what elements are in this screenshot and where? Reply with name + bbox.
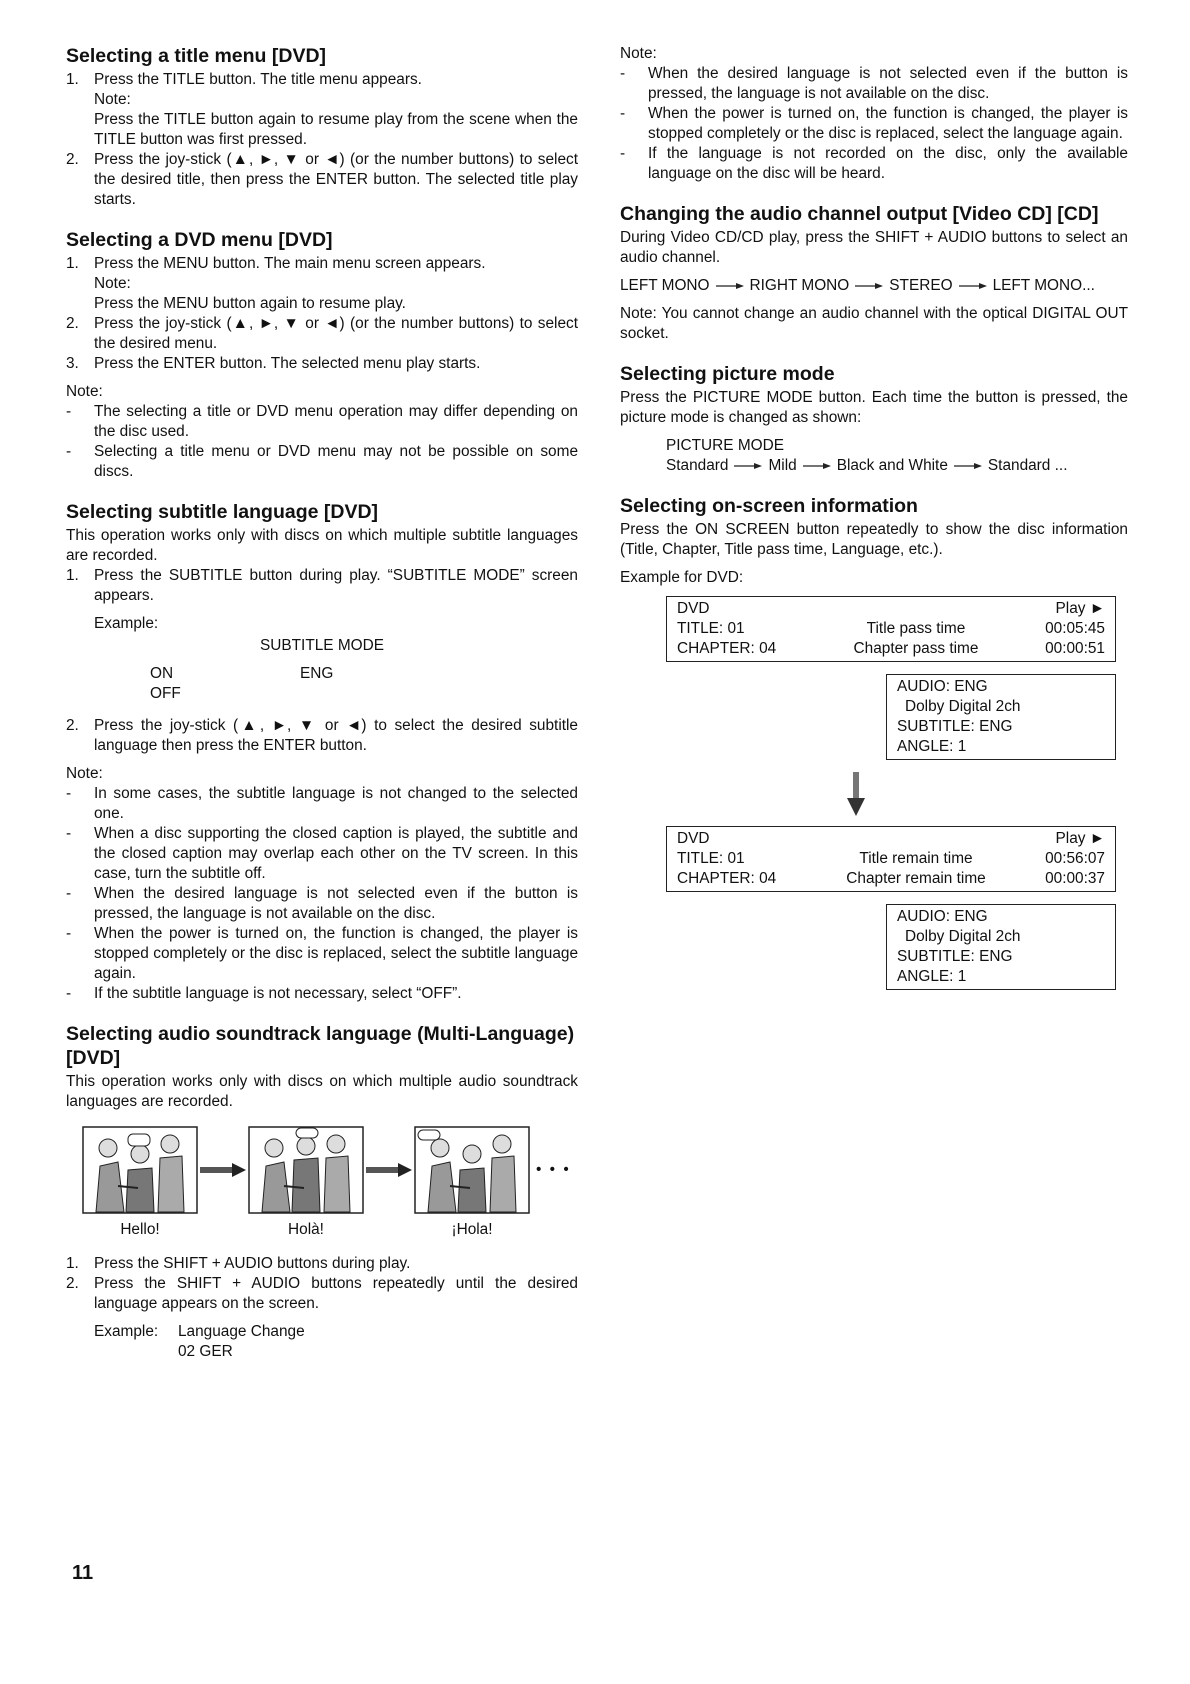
section-picture-mode: [620, 362, 1128, 476]
note-item: - If the language is not recorded on the disc, only the available language on the disc will be heard.: [620, 145, 1128, 182]
section-audio-channel: [620, 202, 1128, 344]
note-item: - When the desired language is not selected even if the button is pressed, the language is not available on the disc.: [66, 885, 578, 922]
intro-text: Press the ON SCREEN button repeatedly to show the disc information (Title, Chapter, Title pass time, Language, etc.).: [620, 521, 1128, 558]
channel-note: Note: You cannot change an audio channel with the optical DIGITAL OUT socket.: [620, 305, 1128, 342]
note-item: - Selecting a title menu or DVD menu may not be possible on some discs.: [66, 443, 578, 480]
step-1: 1. Press the SHIFT + AUDIO buttons during play.: [66, 1255, 411, 1272]
note-text: Press the MENU button again to resume play.: [94, 295, 406, 312]
language-illustration: [82, 1126, 578, 1240]
osd-row: DVD Play ►: [677, 830, 1105, 847]
arrow-right-icon: [198, 1126, 248, 1214]
section-title-menu: [66, 44, 578, 210]
people-handshake-icon: [248, 1126, 364, 1214]
arrow-right-icon: [364, 1126, 414, 1214]
flow-step: Black and White: [836, 457, 948, 474]
example-label: Example for DVD:: [620, 569, 744, 586]
step-1: 1. Press the TITLE button. The title menu appears.: [66, 71, 422, 88]
note-text: Press the TITLE button again to resume play from the scene when the TITLE button was first pressed.: [94, 111, 578, 148]
osd-box-pass-time: [666, 596, 1116, 662]
example-label: Example:: [94, 615, 159, 632]
heading-picture-mode: Selecting picture mode: [620, 363, 835, 385]
section-audio-language: [66, 1022, 578, 1362]
note-item: - When the power is turned on, the function is changed, the player is stopped completely or the disc is replaced, select the language again.: [620, 105, 1128, 142]
note-item: - When the desired language is not selected even if the button is pressed, the language is not available on the disc.: [620, 65, 1128, 102]
picture-mode-label: PICTURE MODE: [666, 437, 784, 454]
ellipsis: • • •: [536, 1161, 571, 1178]
osd-row: TITLE: 01 Title pass time 00:05:45: [677, 620, 1105, 637]
note-item: - In some cases, the subtitle language is not changed to the selected one.: [66, 785, 578, 822]
osd-row: CHAPTER: 04 Chapter remain time 00:00:37: [677, 870, 1105, 887]
arrow-right-icon: [734, 462, 762, 470]
flow-step: Mild: [768, 457, 797, 474]
caption-hello: Hello!: [120, 1221, 160, 1238]
people-handshake-icon: [82, 1126, 198, 1214]
intro-text: This operation works only with discs on which multiple subtitle languages are recorded.: [66, 527, 578, 564]
step-2: 2. Press the joy-stick (▲, ►, ▼ or ◄) (or the number buttons) to select the desired title, then press the ENTER button. The selected title play starts.: [66, 151, 578, 208]
step-2: 2. Press the joy-stick (▲, ►, ▼ or ◄) to select the desired subtitle language then press the ENTER button.: [66, 717, 578, 754]
step-1: 1. Press the SUBTITLE button during play. “SUBTITLE MODE” screen appears.: [66, 567, 578, 604]
note-item: - When the power is turned on, the function is changed, the player is stopped completely or the disc is replaced, select the subtitle language again.: [66, 925, 578, 982]
step-3: 3. Press the ENTER button. The selected menu play starts.: [66, 355, 481, 372]
people-handshake-icon: [414, 1126, 530, 1214]
heading-audio-language: Selecting audio soundtrack language (Multi-Language) [DVD]: [66, 1023, 575, 1069]
arrow-right-icon: [803, 462, 831, 470]
example-block: [66, 1322, 578, 1362]
flow-step: STEREO: [889, 277, 953, 294]
heading-subtitle: Selecting subtitle language [DVD]: [66, 501, 379, 523]
flow-step: RIGHT MONO: [749, 277, 850, 294]
note-label: Note:: [94, 275, 131, 292]
heading-audio-channel: Changing the audio channel output [Video CD] [CD]: [620, 203, 1099, 225]
arrow-down-icon: [846, 772, 1128, 816]
note-label: Note:: [66, 383, 103, 400]
arrow-right-icon: [716, 282, 744, 290]
right-column: [620, 44, 1128, 1008]
illustration-frame-1: [82, 1126, 198, 1240]
note-label: Note:: [620, 45, 657, 62]
osd-audio-box-2: AUDIO: ENG Dolby Digital 2ch SUBTITLE: ENG ANGLE: 1: [886, 904, 1116, 990]
caption-hola: ¡Hola!: [451, 1221, 493, 1238]
arrow-right-icon: [954, 462, 982, 470]
step-1: 1. Press the MENU button. The main menu screen appears.: [66, 255, 486, 272]
flow-step: LEFT MONO...: [992, 277, 1095, 294]
left-column: [66, 44, 578, 1380]
heading-title-menu: Selecting a title menu [DVD]: [66, 45, 327, 67]
section-onscreen-info: [620, 494, 1128, 990]
subtitle-mode-title: SUBTITLE MODE: [260, 637, 384, 654]
heading-onscreen-info: Selecting on-screen information: [620, 495, 918, 517]
flow-step: Standard: [666, 457, 729, 474]
page-number: 11: [72, 1562, 94, 1584]
osd-row: DVD Play ►: [677, 600, 1105, 617]
subtitle-mode-table: [150, 664, 578, 704]
note-item: - If the subtitle language is not necessary, select “OFF”.: [66, 985, 462, 1002]
osd-box-remain-time: [666, 826, 1116, 892]
note-item: - The selecting a title or DVD menu operation may differ depending on the disc used.: [66, 403, 578, 440]
channel-flow: [620, 276, 1128, 296]
example-line-2: 02 GER: [178, 1343, 233, 1360]
note-label: Note:: [66, 765, 103, 782]
step-2: 2. Press the joy-stick (▲, ►, ▼ or ◄) (or the number buttons) to select the desired menu.: [66, 315, 578, 352]
intro-text: Press the PICTURE MODE button. Each time the button is pressed, the picture mode is changed as shown:: [620, 389, 1128, 426]
flow-step: LEFT MONO: [620, 277, 710, 294]
step-2: 2. Press the SHIFT + AUDIO buttons repeatedly until the desired language appears on the screen.: [66, 1275, 578, 1312]
illustration-frame-3: [414, 1126, 530, 1240]
osd-row: CHAPTER: 04 Chapter pass time 00:00:51: [677, 640, 1105, 657]
arrow-right-icon: [855, 282, 883, 290]
option-on: ON: [150, 665, 174, 682]
section-language-notes: [620, 44, 1128, 184]
intro-text: This operation works only with discs on which multiple audio soundtrack languages are recorded.: [66, 1073, 578, 1110]
option-off: OFF: [150, 685, 181, 702]
flow-step: Standard ...: [987, 457, 1068, 474]
osd-row: TITLE: 01 Title remain time 00:56:07: [677, 850, 1105, 867]
section-dvd-menu: [66, 228, 578, 482]
arrow-right-icon: [959, 282, 987, 290]
example-line-1: Language Change: [178, 1323, 305, 1340]
note-label: Note:: [94, 91, 131, 108]
osd-audio-box-1: AUDIO: ENG Dolby Digital 2ch SUBTITLE: ENG ANGLE: 1: [886, 674, 1116, 760]
example-label: Example:: [94, 1323, 159, 1340]
option-eng: ENG: [300, 665, 334, 682]
note-item: - When a disc supporting the closed caption is played, the subtitle and the closed caption may overlap each other on the TV screen. In this case, turn the subtitle off.: [66, 825, 578, 882]
caption-hola-accent: Holà!: [288, 1221, 324, 1238]
illustration-frame-2: [248, 1126, 364, 1240]
section-subtitle: [66, 500, 578, 1004]
intro-text: During Video CD/CD play, press the SHIFT + AUDIO buttons to select an audio channel.: [620, 229, 1128, 266]
picture-mode-flow: [666, 456, 1128, 476]
heading-dvd-menu: Selecting a DVD menu [DVD]: [66, 229, 333, 251]
